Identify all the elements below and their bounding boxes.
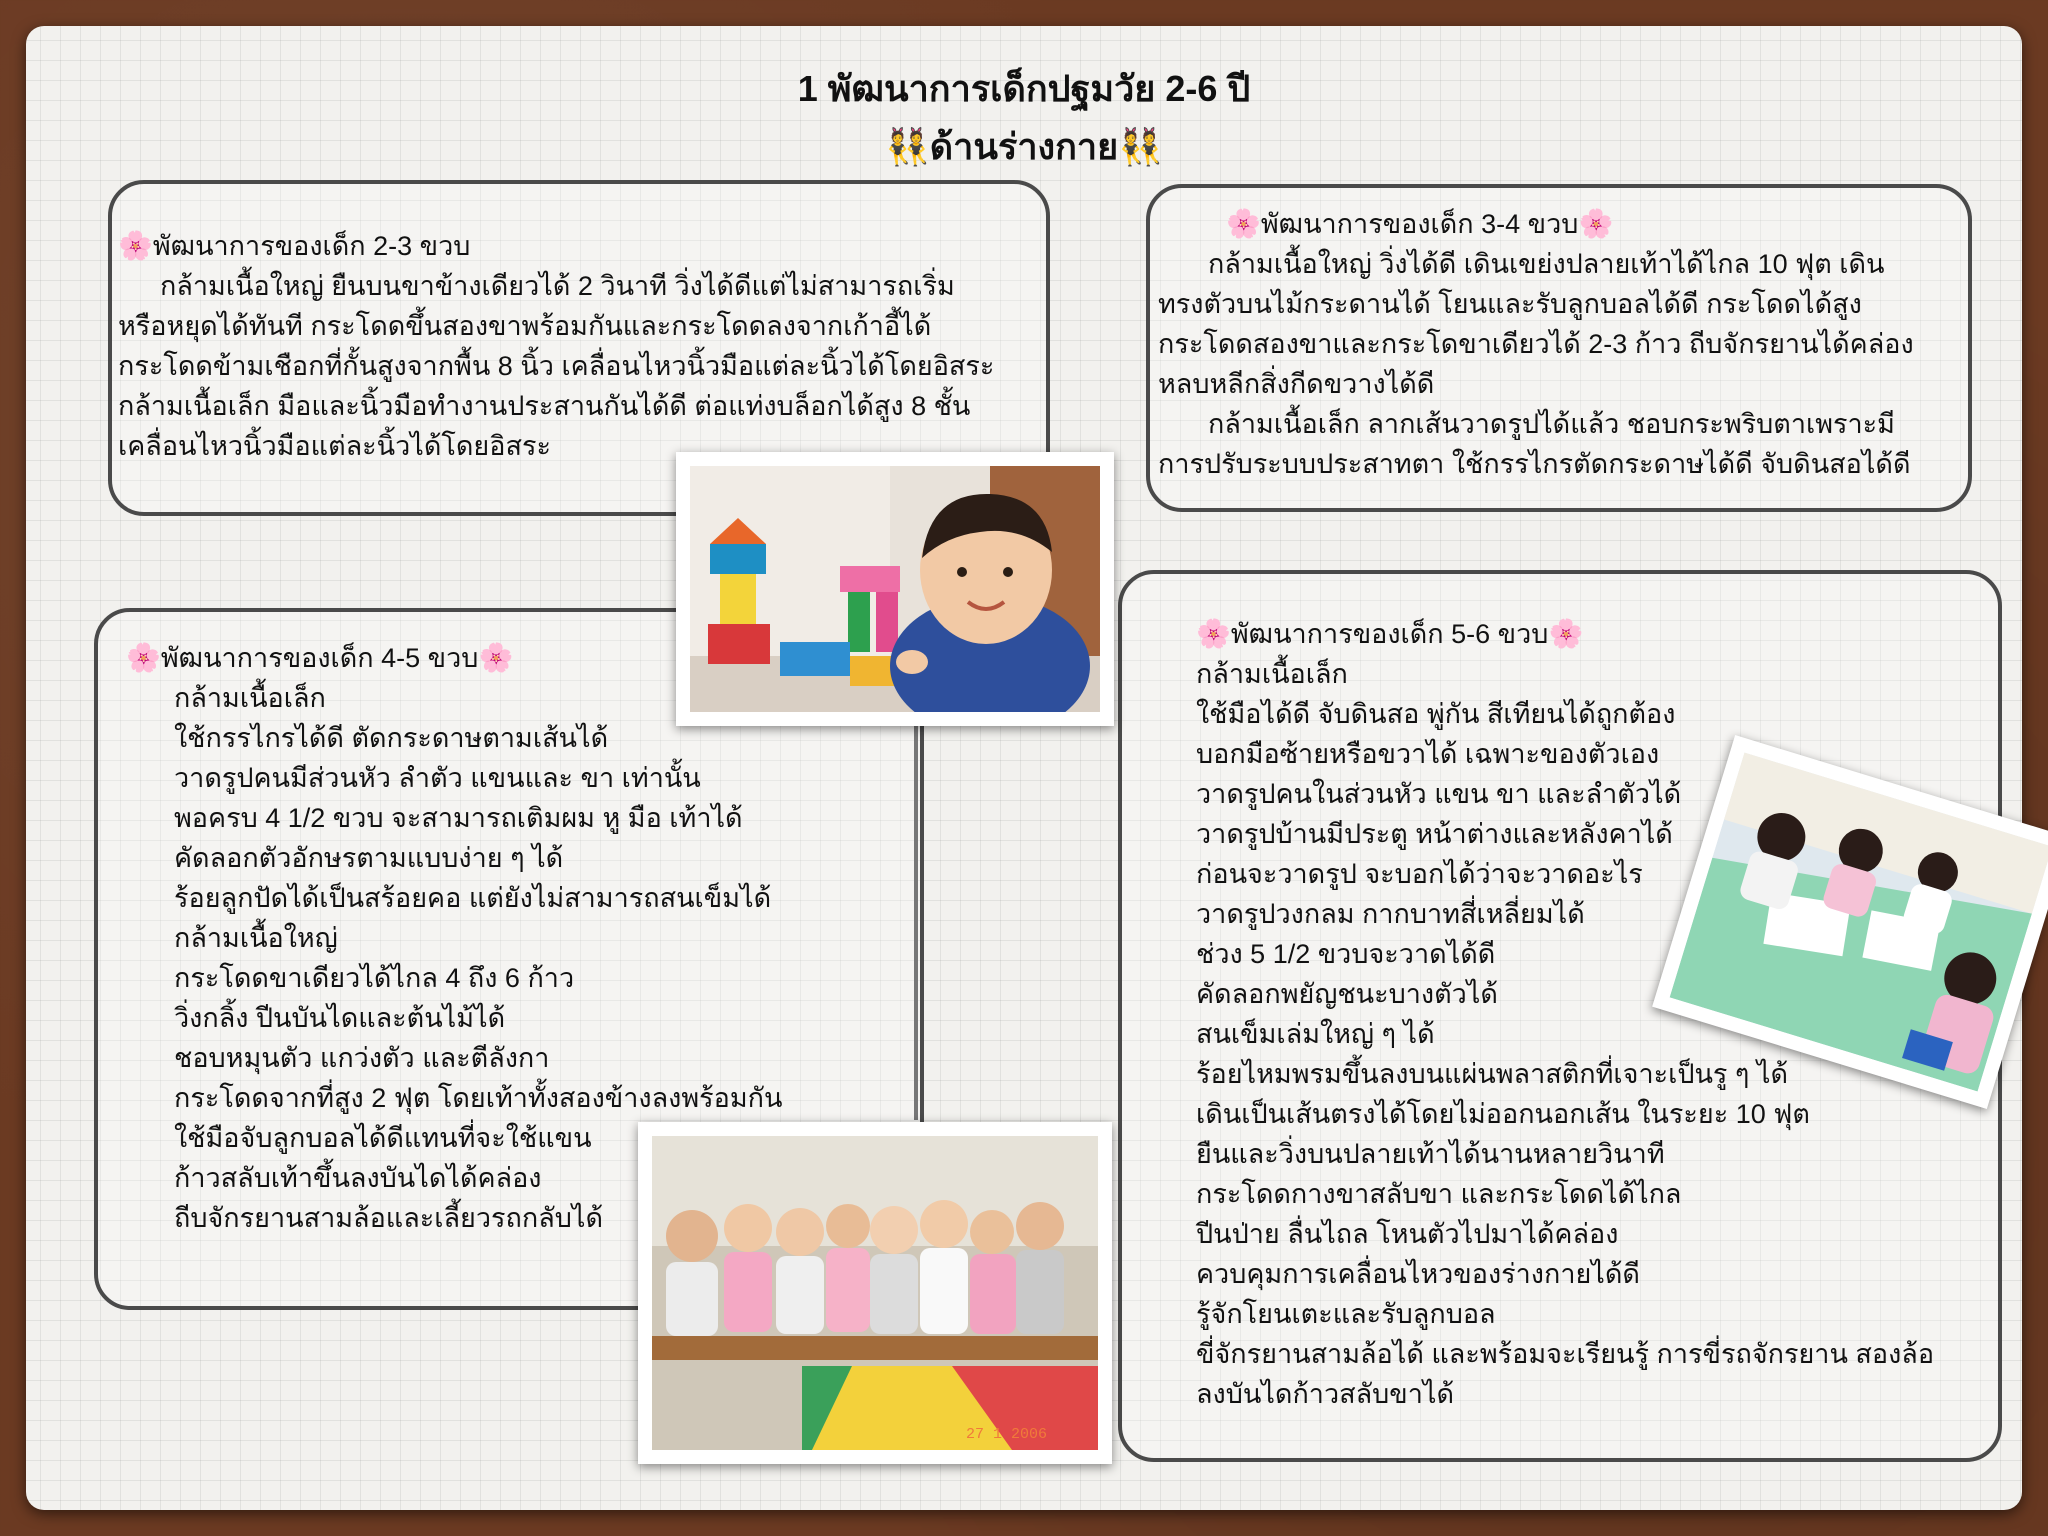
text-line: ร้อยไหมพรมขึ้นลงบนแผ่นพลาสติกที่เจาะเป็นรู ๆ ได้ — [1196, 1059, 1789, 1089]
text-line: หรือหยุดได้ทันที กระโดดขึ้นสองขาพร้อมกันและกระโดดลงจากเก้าอี้ได้ — [118, 311, 932, 341]
text-line: วาดรูปคนมีส่วนหัว ลำตัว แขนและ ขา เท่านั้น — [174, 763, 701, 793]
text-line: กล้ามเนื้อใหญ่ วิ่งได้ดี เดินเขย่งปลายเท้าได้ไกล 10 ฟุต เดิน — [1208, 249, 1885, 279]
text-line: รู้จักโยนเตะและรับลูกบอล — [1196, 1299, 1496, 1329]
text-line: กล้ามเนื้อใหญ่ ยืนบนขาข้างเดียวได้ 2 วินาที วิ่งได้ดีแต่ไม่สามารถเริ่ม — [160, 271, 955, 301]
text-line: คัดลอกตัวอักษรตามแบบง่าย ๆ ได้ — [174, 843, 564, 873]
text-line: ควบคุมการเคลื่อนไหวของร่างกายได้ดี — [1196, 1259, 1640, 1289]
flower-icon: 🌸 — [118, 230, 153, 261]
text-line: ใช้มือจับลูกบอลได้ดีแทนที่จะใช้แขน — [174, 1123, 592, 1153]
text-line: กระโดดสองขาและกระโดขาเดียวได้ 2-3 ก้าว ถีบจักรยานได้คล่อง — [1158, 329, 1914, 359]
photo-kids-bench — [638, 1122, 1112, 1464]
text-line: กล้ามเนื้อเล็ก มือและนิ้วมือทำงานประสานกันได้ดี ต่อแท่งบล็อกได้สูง 8 ชั้น — [118, 391, 971, 421]
flower-icon: 🌸 — [1578, 208, 1614, 239]
text-line: ขี่จักรยานสามล้อได้ และพร้อมจะเรียนรู้ การขี่รถจักรยาน สองล้อ — [1196, 1339, 1935, 1369]
text-line: ชอบหมุนตัว แกว่งตัว และตีลังกา — [174, 1043, 550, 1073]
section-heading: 🌸พัฒนาการของเด็ก 3-4 ขวบ🌸 — [1226, 208, 1614, 239]
flower-icon: 🌸 — [1226, 208, 1261, 239]
text-line: สนเข็มเล่มใหญ่ ๆ ได้ — [1196, 1019, 1435, 1049]
flower-icon: 🌸 — [1548, 618, 1584, 649]
text-line: ก้าวสลับเท้าขึ้นลงบันไดได้คล่อง — [174, 1163, 542, 1193]
text-line: กระโดดขาเดียวได้ไกล 4 ถึง 6 ก้าว — [174, 963, 575, 993]
section-heading: 🌸พัฒนาการของเด็ก 5-6 ขวบ🌸 — [1196, 618, 1584, 649]
section-heading: 🌸พัฒนาการของเด็ก 4-5 ขวบ🌸 — [126, 642, 514, 673]
text-line: กล้ามเนื้อเล็ก — [174, 683, 326, 713]
section-heading: 🌸พัฒนาการของเด็ก 2-3 ขวบ — [118, 230, 471, 261]
page-title: 1 พัฒนาการเด็กปฐมวัย 2-6 ปี — [797, 68, 1251, 109]
text-line: วิ่งกลิ้ง ปีนบันไดและต้นไม้ได้ — [174, 1003, 506, 1033]
text-line: พอครบ 4 1/2 ขวบ จะสามารถเติมผม หู มือ เท้าได้ — [174, 803, 743, 833]
text-line: กระโดดกางขาสลับขา และกระโดดได้ไกล — [1196, 1179, 1682, 1209]
text-line: ใช้มือได้ดี จับดินสอ พู่กัน สีเทียนได้ถูกต้อง — [1196, 699, 1676, 729]
text-line: ก่อนจะวาดรูป จะบอกได้ว่าจะวาดอะไร — [1196, 859, 1643, 889]
text-line: คัดลอกพยัญชนะบางตัวได้ — [1196, 979, 1498, 1009]
text-line: กระโดดจากที่สูง 2 ฟุต โดยเท้าทั้งสองข้างลงพร้อมกัน — [174, 1083, 783, 1113]
flower-icon: 🌸 — [126, 642, 161, 673]
text-line: บอกมือซ้ายหรือขวาได้ เฉพาะของตัวเอง — [1196, 739, 1660, 769]
text-line: กล้ามเนื้อเล็ก ลากเส้นวาดรูปได้แล้ว ชอบกระพริบตาเพราะมี — [1208, 409, 1895, 439]
text-line: วาดรูปคนในส่วนหัว แขน ขา และลำตัวได้ — [1196, 779, 1682, 809]
photo-date-stamp: 27 1 2006 — [966, 1426, 1048, 1443]
text-line: วาดรูปบ้านมีประตู หน้าต่างและหลังคาได้ — [1196, 819, 1673, 849]
text-line: ถีบจักรยานสามล้อและเลี้ยวรถกลับได้ — [174, 1203, 603, 1233]
text-line: ยืนและวิ่งบนปลายเท้าได้นานหลายวินาที — [1196, 1139, 1665, 1169]
text-line: วาดรูปวงกลม กากบาทสี่เหลี่ยมได้ — [1196, 899, 1585, 929]
text-line: ปีนป่าย ลื่นไถล โหนตัวไปมาได้คล่อง — [1196, 1219, 1619, 1249]
text-line: กล้ามเนื้อเล็ก — [1196, 659, 1348, 689]
text-line: ลงบันไดก้าวสลับขาได้ — [1196, 1379, 1455, 1409]
text-line: เคลื่อนไหวนิ้วมือแต่ละนิ้วได้โดยอิสระ — [118, 431, 551, 461]
page-subtitle: 👯ด้านร่างกาย👯 — [884, 126, 1164, 167]
photo-toddler-blocks — [676, 452, 1114, 726]
text-line: การปรับระบบประสาทตา ใช้กรรไกรตัดกระดาษได้ดี จับดินสอได้ดี — [1158, 449, 1911, 479]
text-line: กล้ามเนื้อใหญ่ — [174, 923, 338, 953]
text-line: ใช้กรรไกรได้ดี ตัดกระดาษตามเส้นได้ — [174, 723, 609, 753]
section-age-3-4 — [1158, 204, 1914, 484]
text-line: ร้อยลูกปัดได้เป็นสร้อยคอ แต่ยังไม่สามารถสนเข็มได้ — [174, 883, 772, 913]
text-line: ทรงตัวบนไม้กระดานได้ โยนและรับลูกบอลได้ดี กระโดดได้สูง — [1158, 289, 1862, 319]
flower-icon: 🌸 — [478, 642, 514, 673]
text-line: หลบหลีกสิ่งกีดขวางได้ดี — [1158, 369, 1435, 399]
text-line: เดินเป็นเส้นตรงได้โดยไม่ออกนอกเส้น ในระยะ 10 ฟุต — [1196, 1099, 1810, 1129]
text-line: ช่วง 5 1/2 ขวบจะวาดได้ดี — [1196, 939, 1496, 969]
text-line: กระโดดข้ามเชือกที่กั้นสูงจากพื้น 8 นิ้ว เคลื่อนไหวนิ้วมือแต่ละนิ้วได้โดยอิสระ — [118, 351, 995, 381]
flower-icon: 🌸 — [1196, 618, 1231, 649]
section-age-2-3 — [118, 226, 994, 466]
